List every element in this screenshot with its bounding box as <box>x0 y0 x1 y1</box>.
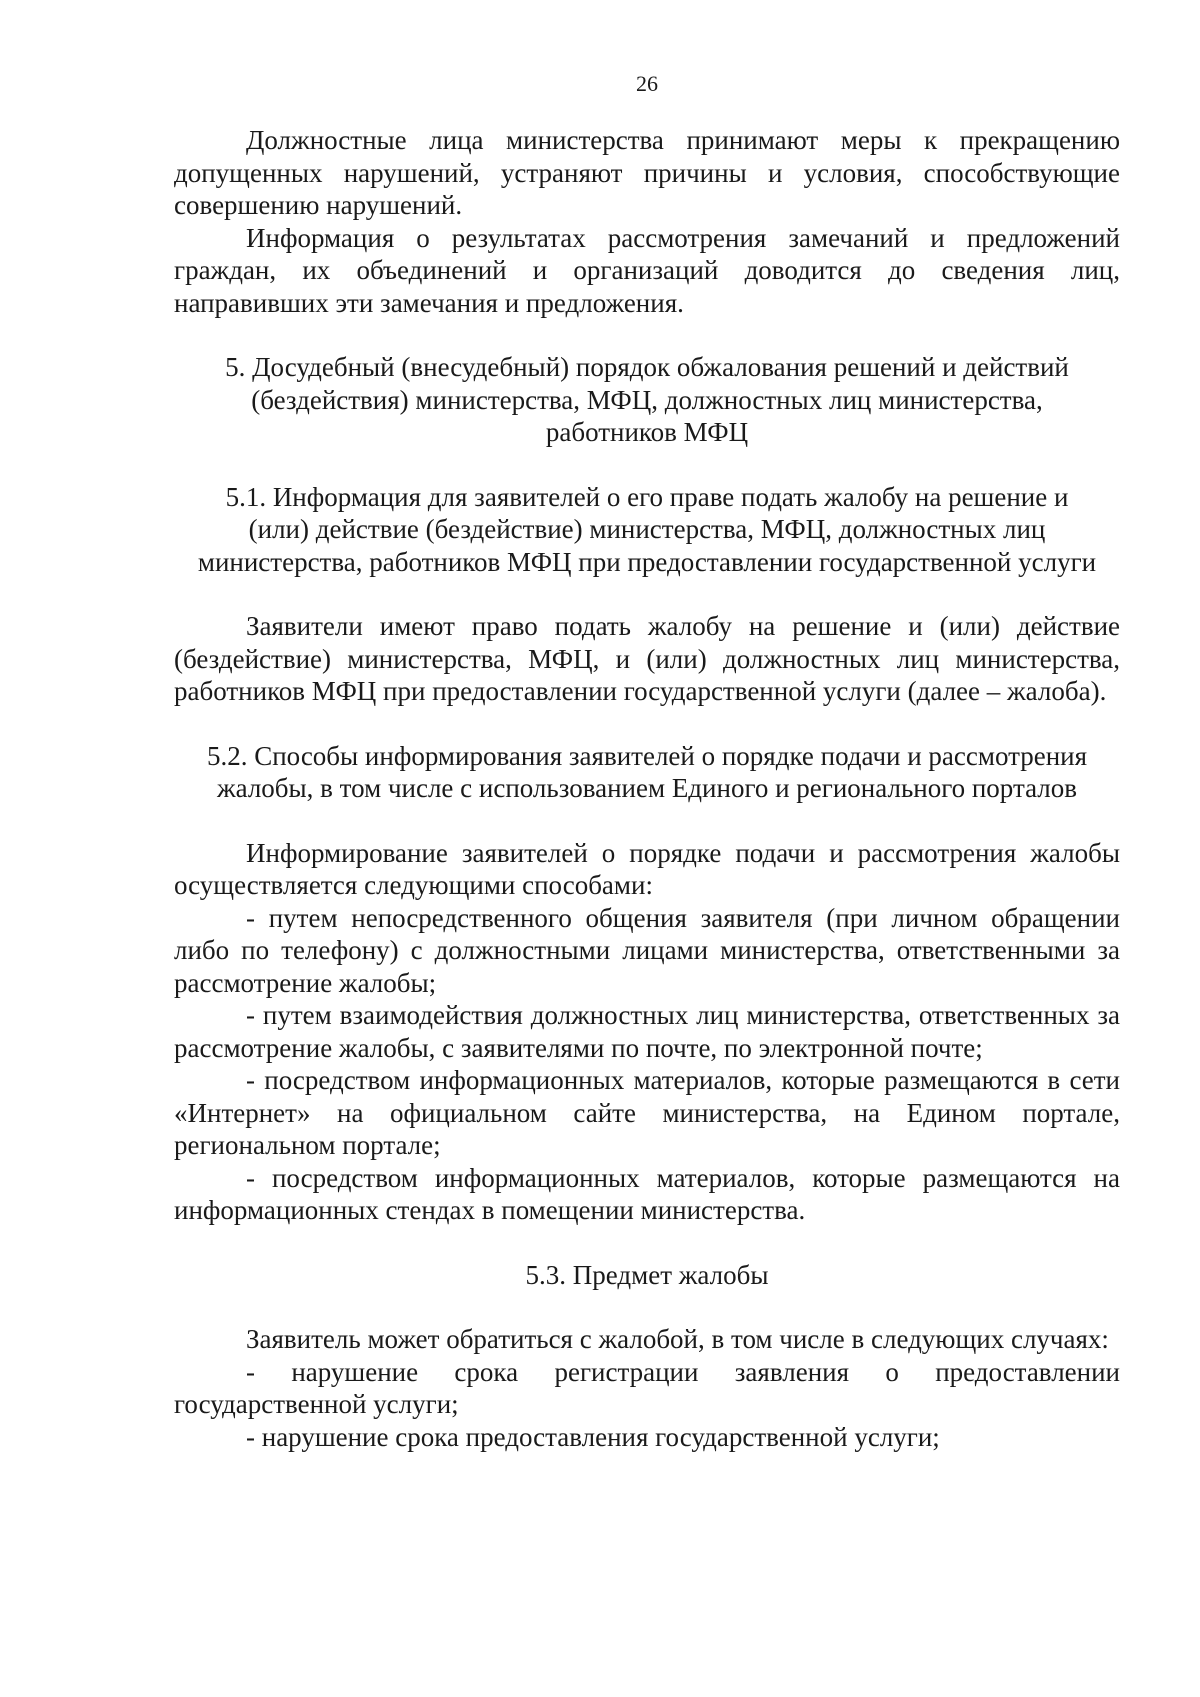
list-item: - посредством информационных материалов, которые размещаются в сети «Интернет» на официальном сайте министерства, на Едином портале, региональном портале; <box>174 1065 1120 1160</box>
subsection-heading: 5.2. Способы информирования заявителей о порядке подачи и рассмотрения жалобы, в том числе с использованием Единого и регионального порталов <box>206 740 1088 803</box>
paragraph: Заявители имеют право подать жалобу на решение и (или) действие (бездействие) министерства, МФЦ, и (или) должностных лиц министерства, работников МФЦ при предоставлении государственной услуги (далее – жалоба). <box>174 611 1120 706</box>
list-item: - нарушение срока предоставления государственной услуги; <box>246 1421 940 1452</box>
document-page <box>174 70 1120 1453</box>
subsection-heading: 5.3. Предмет жалобы <box>525 1259 769 1290</box>
paragraph: Информация о результатах рассмотрения замечаний и предложений граждан, их объединений и организаций доводится до сведения лиц, направивших эти замечания и предложения. <box>174 222 1120 318</box>
subsection-heading: 5.1. Информация для заявителей о его праве подать жалобу на решение и (или) действие (бездействие) министерства, МФЦ, должностных лиц министерства, работников МФЦ при предоставлении государственной услуги <box>197 481 1097 577</box>
paragraph: Заявитель может обратиться с жалобой, в том числе в следующих случаях: <box>246 1324 1109 1354</box>
list-item: - посредством информационных материалов, которые размещаются на информационных стендах в помещении министерства. <box>174 1162 1120 1225</box>
paragraph: Должностные лица министерства принимают меры к прекращению допущенных нарушений, устраняют причины и условия, способствующие совершению нарушений. <box>174 125 1120 220</box>
section-heading: 5. Досудебный (внесудебный) порядок обжалования решений и действий (бездействия) министерства, МФЦ, должностных лиц министерства, работников МФЦ <box>225 352 1069 447</box>
page-number: 26 <box>636 71 658 96</box>
list-item: - нарушение срока регистрации заявления о предоставлении государственной услуги; <box>174 1356 1120 1419</box>
list-item: - путем взаимодействия должностных лиц министерства, ответственных за рассмотрение жалобы, с заявителями по почте, по электронной почте; <box>174 1000 1120 1063</box>
list-item: - путем непосредственного общения заявителя (при личном обращении либо по телефону) с должностными лицами министерства, ответственными за рассмотрение жалобы; <box>174 902 1120 998</box>
paragraph: Информирование заявителей о порядке подачи и рассмотрения жалобы осуществляется следующими способами: <box>174 837 1120 900</box>
